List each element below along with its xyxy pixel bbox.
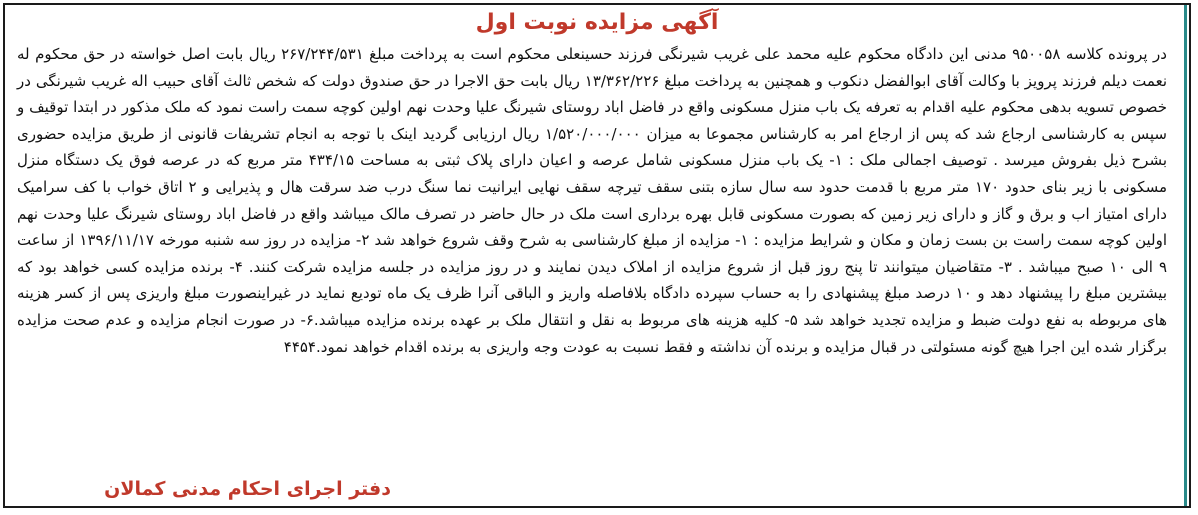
notice-signature: دفتر اجرای احکام مدنی کمالان — [104, 478, 391, 500]
side-divider — [1184, 5, 1187, 506]
notice-body: در پرونده کلاسه ۹۵۰۰۵۸ مدنی این دادگاه محکوم علیه محمد علی غریب شیرنگی فرزند حسینعلی محکوم است به پرداخت مبلغ ۲۶۷/۲۴۴/۵۳۱ ریال بابت اصل خواسته در حق محکوم له نعمت دیلم فرزند پرویز با وکالت آقای ابوالفضل دنکوب و همچنین به پرداخت مبلغ ۱۳/۳۶۲/۲۲۶ ریال بابت حق الاجرا در حق صندوق دولت که شخص ثالث آقای حبیب اله غریب شیرنگی در خصوص تسویه بدهی محکوم علیه اقدام به تعرفه یک باب منزل مسکونی واقع در فاضل اباد روستای شیرنگ علیا وحدت نهم اولین کوچه سمت راست نمود که ملک مذکور در ابتدا توقیف و سپس به کارشناسی ارجاع شد که پس از ارجاع امر به کارشناس مجموعا به میزان ۱/۵۲۰/۰۰۰/۰۰۰ ریال ارزیابی گردید اینک با توجه به انجام تشریفات قانونی از طریق مزایده حضوری بشرح ذیل بفروش میرسد . توصیف اجمالی ملک : ۱- یک باب منزل مسکونی شامل عرصه و اعیان دارای پلاک ثبتی به مساحت ۴۳۴/۱۵ متر مربع که در عرصه فوق یک دستگاه منزل مسکونی با زیر بنای حدود ۱۷۰ متر مربع با قدمت حدود سه سال سازه بتنی سقف تیرچه سقف نهایی ایرانیت نما سنگ درب ضد سرقت هال و پذیرایی و ۲ اتاق خواب با کف سرامیک دارای امتیاز اب و برق و گاز و دارای زیر زمین که بصورت مسکونی قابل بهره برداری است ملک در حال حاضر در تصرف مالک میباشد واقع در فاضل اباد روستای شیرنگ علیا وحدت نهم اولین کوچه سمت راست بن بست زمان و مکان و شرایط مزایده : ۱- مزایده از مبلغ کارشناسی به شرح وقف شروع خواهد شد ۲- مزایده در روز سه شنبه مورخه ۱۳۹۶/۱۱/۱۷ از ساعت ۹ الی ۱۰ صبح میباشد . ۳- متقاضیان میتوانند تا پنج روز قبل از شروع مزایده از املاک دیدن نمایند و در روز مزایده در جلسه مزایده شرکت کنند. ۴- برنده مزایده کسی خواهد بود که بیشترین مبلغ را پیشنهاد دهد و ۱۰ درصد مبلغ پیشنهادی را به حساب سپرده دادگاه بلافاصله واریز و الباقی آنرا ظرف یک ماه تودیع نماید در غیراینصورت مبلغ واریزی پس از کسر هزینه های مربوطه به نفع دولت ضبط و مزایده تجدید خواهد شد ۵- کلیه هزینه های مربوط به نقل و انتقال ملک بر عهده برنده مزایده میباشد.۶- در صورت انجام مزایده و عدم صحت مزایده برگزار شده این اجرا هیچ گونه مسئولتی در قبال مزایده و برنده آن نداشته و فقط نسبت به عودت وجه واریزی به برنده اقدام خواهد نمود.۴۴۵۴ — [17, 45, 1168, 356]
auction-notice — [3, 3, 1191, 508]
notice-title: آگهی مزایده نوبت اول — [475, 10, 719, 35]
